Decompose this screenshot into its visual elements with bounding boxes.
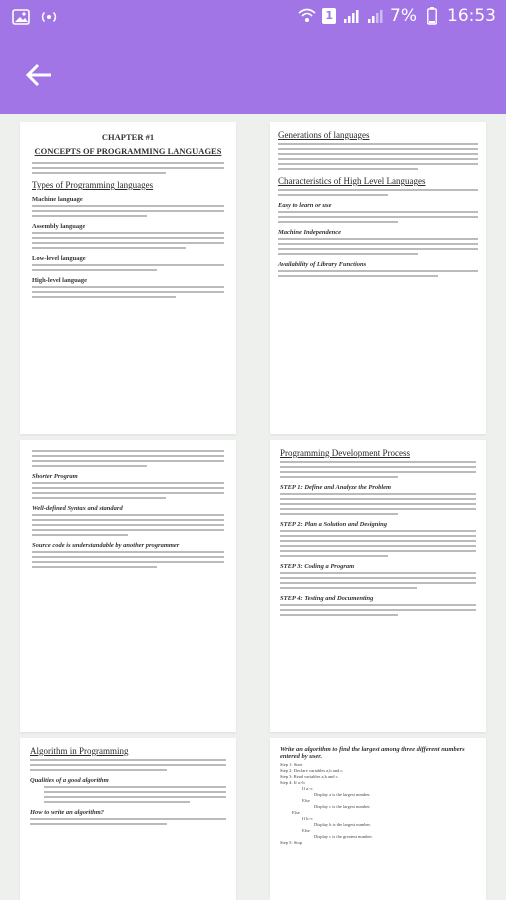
page-thumbnail[interactable] (270, 122, 486, 434)
page-thumbnail[interactable] (270, 738, 486, 900)
subheading: STEP 4: Testing and Documenting (280, 595, 374, 602)
text-block (32, 205, 224, 217)
subheading: Well-defined Syntax and standard (32, 505, 123, 512)
step-line: Step 5: Stop (280, 840, 303, 845)
section-heading: Algorithm in Programming (30, 746, 129, 756)
subheading: Qualities of a good algorithm (30, 777, 109, 784)
text-block (278, 270, 478, 277)
subheading: Machine language (32, 196, 83, 203)
image-icon (12, 8, 30, 26)
text-block (278, 238, 478, 255)
step-line: Step 1: Start (280, 762, 303, 767)
page-thumbnail[interactable] (20, 738, 236, 900)
text-block (32, 162, 224, 174)
page-thumbnail[interactable] (270, 440, 486, 732)
subheading: Machine Independence (278, 229, 342, 236)
step-line: Step 4: If a>b (280, 780, 305, 785)
chapter-label: CHAPTER #1 (101, 132, 155, 142)
section-heading: Characteristics of High Level Languages (278, 176, 426, 186)
app-bar (0, 36, 506, 114)
subheading: Easy to learn or use (278, 202, 332, 209)
subheading: STEP 3: Coding a Program (280, 563, 355, 570)
step-line: Else (302, 828, 310, 833)
section-heading: Programming Development Process (280, 448, 410, 458)
page-grid (0, 114, 506, 900)
sim-icon: 1 (322, 8, 336, 24)
section-heading: Generations of languages (278, 130, 370, 140)
text-block (30, 818, 226, 825)
steps-list (280, 762, 476, 846)
subheading: Source code is understandable by another programmer (32, 542, 180, 549)
text-block (280, 493, 476, 515)
subheading: Shorter Program (32, 473, 78, 480)
subheading: STEP 1: Define and Analyze the Problem (280, 484, 392, 491)
step-line: Else (302, 798, 310, 803)
page-thumbnail[interactable] (20, 122, 236, 434)
chapter-title: CONCEPTS OF PROGRAMMING LANGUAGES (34, 146, 222, 156)
step-line: Display a is the largest number. (314, 792, 371, 797)
subheading: Availability of Library Functions (278, 261, 367, 268)
section-heading: Write an algorithm to find the largest among three different numbers entered by user. (280, 746, 465, 760)
text-block (280, 572, 476, 589)
subheading: High-level language (32, 277, 88, 284)
subheading: Low-level language (32, 255, 86, 262)
step-line: Step 2: Declare variables a,b and c. (280, 768, 344, 773)
step-line: Step 3: Read variables a,b and c. (280, 774, 339, 779)
text-block (280, 604, 476, 616)
text-block (32, 514, 224, 536)
step-line: Display c is the largest number. (314, 804, 371, 809)
text-block (30, 759, 226, 771)
step-line: Display c is the greatest number. (314, 834, 373, 839)
status-bar (0, 0, 506, 36)
text-block (30, 786, 226, 803)
section-heading: Types of Programming languages (32, 180, 154, 190)
text-block (32, 551, 224, 568)
step-line: If b>c (302, 816, 313, 821)
text-block (280, 530, 476, 557)
step-line: Display b is the largest number. (314, 822, 371, 827)
back-button[interactable] (22, 58, 56, 92)
signal-icon (366, 7, 384, 25)
subheading: How to write an algorithm? (30, 809, 105, 816)
text-block (278, 143, 478, 170)
hotspot-icon (40, 8, 58, 26)
text-block (280, 461, 476, 478)
text-block (32, 232, 224, 249)
text-block (32, 264, 224, 271)
subheading: Assembly language (32, 223, 86, 230)
signal-icon (342, 7, 360, 25)
step-line: If a>c (302, 786, 313, 791)
step-line: Else (292, 810, 300, 815)
battery-percent: 7% (390, 6, 417, 26)
clock: 16:53 (447, 6, 496, 26)
wifi-icon (298, 7, 316, 25)
text-block (32, 482, 224, 499)
subheading: STEP 2: Plan a Solution and Designing (280, 521, 388, 528)
text-block (278, 211, 478, 223)
text-block (32, 286, 224, 298)
text-block (32, 450, 224, 467)
arrow-left-icon (25, 61, 53, 89)
text-block (278, 189, 478, 196)
page-thumbnail[interactable] (20, 440, 236, 732)
battery-icon (423, 7, 441, 25)
